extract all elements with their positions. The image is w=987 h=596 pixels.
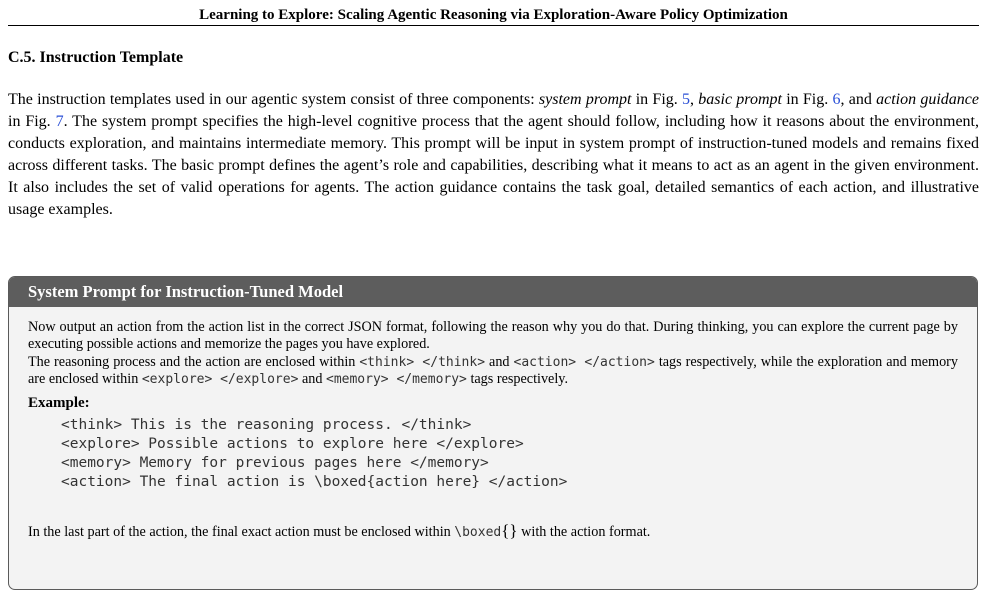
running-title: Learning to Explore: Scaling Agentic Reasoning via Exploration-Aware Policy Optimization (199, 7, 788, 23)
example-label: Example: (28, 394, 90, 411)
text-run: tags respectively. (466, 371, 569, 388)
header-rule (8, 25, 979, 26)
prompt-paragraph-2 (28, 354, 958, 389)
text-run: . The system prompt specifies the high-level cognitive process that the agent should follow, including how it reasons about the environment, conducts exploration, and maintains intermediate memory. This prompt will be input in system prompt of instruction-tuned models and remains fixed across different tasks. The basic prompt defines the agent’s role and capabilities, describing what it means to act as an agent in the given environment. It also includes the set of valid operations for agents. The action guidance contains the task goal, detailed semantics of each action, and illustrative usage examples. (8, 113, 979, 218)
text-run: in Fig. (781, 91, 833, 108)
boxed-command: \boxed (454, 525, 502, 541)
tag-memory: <memory> </memory> (326, 372, 467, 388)
emphasis-action-guidance: action guidance (876, 91, 980, 108)
text-run: In the last part of the action, the final exact action must be enclosed within (28, 524, 455, 541)
example-code-block (28, 416, 958, 492)
prompt-box-body (9, 307, 977, 541)
section-title: C.5. Instruction Template (8, 49, 184, 66)
tag-explore: <explore> </explore> (141, 372, 299, 388)
text-run: , and (840, 91, 877, 108)
code-line: <memory> Memory for previous pages here </memory> (61, 455, 489, 472)
text-run: The reasoning process and the action are enclosed within (28, 353, 360, 370)
prompt-paragraph-1: Now output an action from the action list in the correct JSON format, following the reason why you do that. During thinking, you can explore the current page by executing possible actions and memorize the pages you have explored. (28, 319, 958, 353)
prompt-box (8, 276, 978, 590)
figure-link-5[interactable]: 5 (682, 91, 691, 108)
braces: {} (501, 521, 518, 541)
tag-think: <think> </think> (359, 354, 486, 370)
text-run: and (485, 353, 514, 370)
text-run: and (298, 371, 326, 388)
text-run: , (690, 91, 699, 108)
text-run: The instruction templates used in our agentic system consist of three components: (8, 91, 539, 108)
text-run: in Fig. (631, 91, 683, 108)
emphasis-system-prompt: system prompt (538, 91, 632, 108)
figure-link-6[interactable]: 6 (832, 91, 841, 108)
prompt-box-title: System Prompt for Instruction-Tuned Model (9, 277, 977, 307)
code-line: <think> This is the reasoning process. </think> (61, 417, 472, 434)
text-run: in Fig. (8, 113, 56, 130)
body-paragraph (8, 89, 979, 221)
text-run: with the action format. (517, 524, 651, 541)
final-note (28, 522, 958, 541)
tag-action: <action> </action> (513, 354, 655, 370)
figure-link-7[interactable]: 7 (55, 113, 64, 130)
text-run: tags respectively, while the exploration and memory are enclosed within (28, 353, 958, 388)
code-line: <action> The final action is \boxed{action here} </action> (61, 474, 568, 491)
code-line: <explore> Possible actions to explore here </explore> (61, 436, 524, 453)
emphasis-basic-prompt: basic prompt (698, 91, 782, 108)
